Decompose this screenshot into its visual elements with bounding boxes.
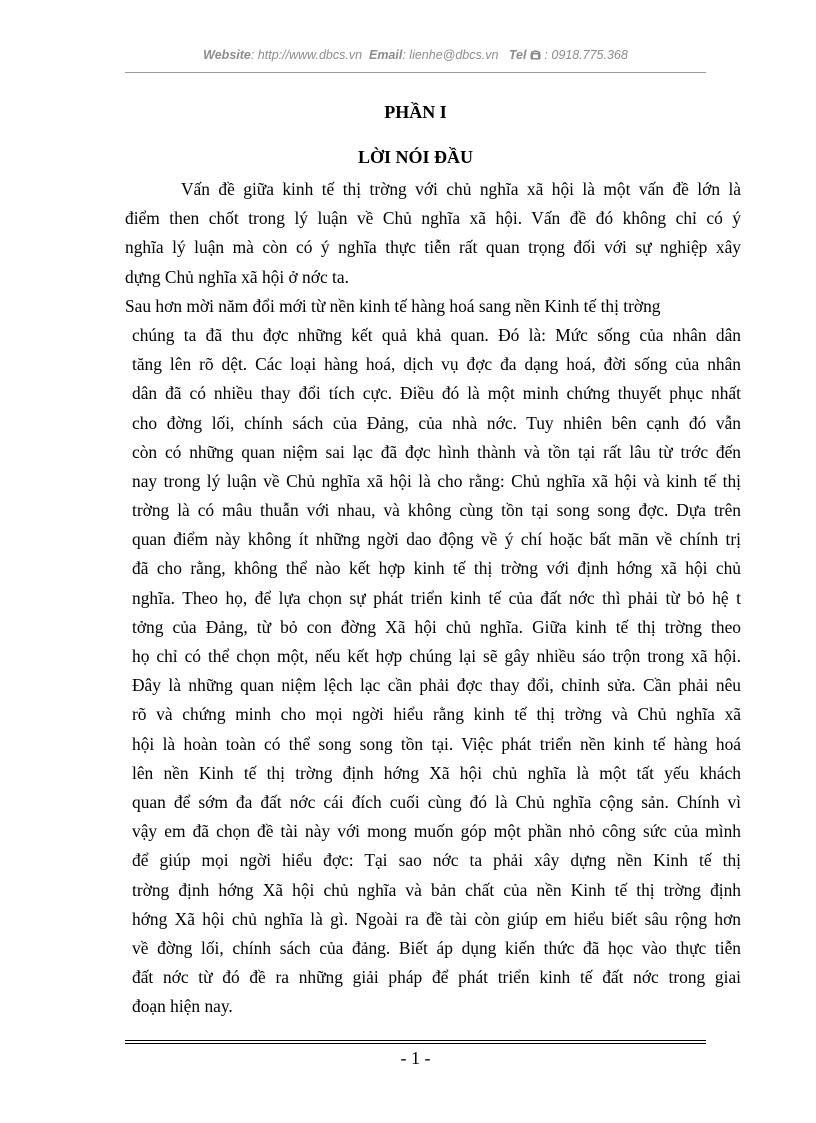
body-line: Vấn đề giữa kinh tế thị trờng với chủ nghĩa xã hội là một vấn đề lớn là [181,179,741,199]
website-value: : http://www.dbcs.vn [250,48,363,62]
body-line: chúng ta đã thu đợc những kết quả khả quan. Đó là: Mức sống của nhân dân [132,324,741,345]
page-header [125,48,706,69]
body-line: đã cho rằng, không thể nào kết hợp kinh tế thị trờng với định hớng xã hội chủ [132,558,741,579]
body-line: nay trong lý luận về Chủ nghĩa xã hội là cho rằng: Chủ nghĩa xã hội và kinh tế thị [132,470,741,491]
body-line: hớng Xã hội chủ nghĩa là gì. Ngoài ra đề tài còn giúp em hiểu biết sâu rộng hơn [132,908,741,929]
footer-divider-bottom [125,1043,706,1044]
email-value: : lienhe@dbcs.vn [402,48,499,62]
body-line: trờng là có mâu thuẫn với nhau, và không cùng tồn tại song song đợc. Dựa trên [132,500,741,521]
body-line: cho đờng lối, chính sách của Đảng, của nhà nớc. Tuy nhiên bên cạnh đó vẫn [132,412,741,433]
body-line: Đây là những quan niệm lệch lạc cần phải đợc thay đổi, chỉnh sửa. Cần phải nêu [132,675,741,696]
body-line: để giúp mọi ngời hiểu đợc: Tại sao nớc ta phải xây dựng nền Kinh tế thị [132,850,741,871]
body-line: rõ và chứng minh cho mọi ngời hiểu rằng kinh tế thị trờng và Chủ nghĩa xã [132,704,741,725]
body-line: tởng của Đảng, từ bỏ con đờng Xã hội chủ nghĩa. Giữa kinh tế thị trờng theo [132,616,741,637]
body-line: còn có những quan niệm sai lạc đã đợc hình thành và tồn tại rất lâu từ trớc đến [132,441,741,462]
body-line: nghĩa. Theo họ, để lựa chọn sự phát triển kinh tế của đất nớc thì phải từ bỏ hệ t [132,587,741,608]
body-line: nghĩa lý luận mà còn có ý nghĩa thực tiễn rất quan trọng đối với sự nghiệp xây [125,237,741,258]
body-line: lên nền Kinh tế thị trờng định hớng Xã hội chủ nghĩa là một tất yếu khách [132,762,741,783]
section-title: LỜI NÓI ĐẦU [357,147,473,167]
body-line: dân đã có nhiều thay đổi tích cực. Điều đó là một minh chứng thuyết phục nhất [132,383,741,404]
body-line: đoạn hiện nay. [132,996,233,1017]
tel-label: Tel [508,48,527,62]
tel-value: : 0918.775.368 [544,48,628,62]
body-line: tăng lên rõ dệt. Các loại hàng hoá, dịch vụ đợc đa dạng hoá, đời sống của nhân [132,354,741,375]
body-text [125,175,741,1021]
phone-icon [530,48,544,62]
body-line: quan điểm này không ít những ngời dao động về ý chí hoặc bất mãn về chính trị [132,529,741,550]
body-line: về đờng lối, chính sách của đảng. Biết áp dụng kiến thức đã học vào thực tiễn [132,937,741,958]
footer-divider-top [125,1040,706,1041]
body-line: điểm then chốt trong lý luận về Chủ nghĩa xã hội. Vấn đề đó không chỉ có ý [125,208,741,229]
website-label: Website [203,48,251,62]
body-line: hội là hoàn toàn có thể song song tồn tại. Việc phát triển nền kinh tế hàng hoá [132,733,741,754]
header-divider [125,72,706,73]
body-line: đất nớc từ đó đề ra những giải pháp để phát triển kinh tế đất nớc trong giai [132,967,741,988]
body-line: Sau hơn mời năm đổi mới từ nền kinh tế hàng hoá sang nền Kinh tế thị trờng [125,295,661,316]
part-title: PHẦN I [384,102,447,122]
body-line: quan để sớm đa đất nớc cái đích cuối cùng đó là Chủ nghĩa cộng sản. Chính vì [132,791,741,812]
body-line: vậy em đã chọn đề tài này với mong muốn góp một phần nhỏ công sức của mình [132,821,741,842]
body-line: trờng định hớng Xã hội chủ nghĩa và bản chất của nền Kinh tế thị trờng định [132,879,741,900]
body-line: dựng Chủ nghĩa xã hội ở nớc ta. [125,266,349,287]
body-line: họ chỉ có thể chọn một, nếu kết hợp chúng lại sẽ gây nhiều sáo trộn trong xã hội. [132,646,741,666]
email-label: Email [368,48,403,62]
page-number: - 1 - [400,1048,431,1068]
